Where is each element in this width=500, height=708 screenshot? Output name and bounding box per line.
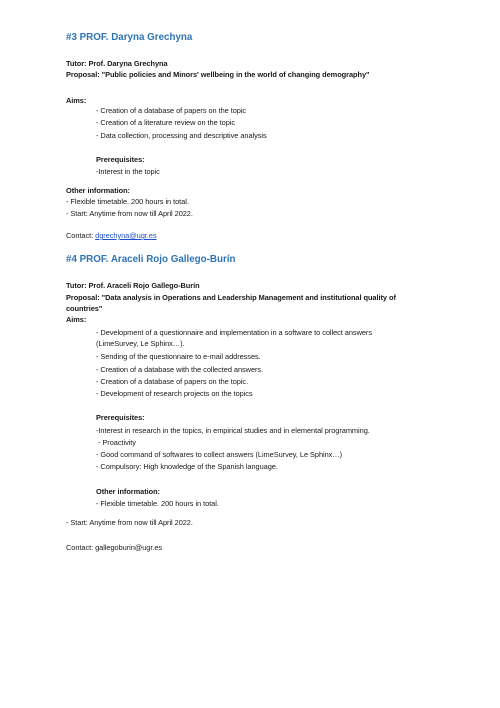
proposal-line-continued: countries" xyxy=(66,304,103,313)
prerequisites-label: Prerequisites: xyxy=(96,413,145,422)
contact-label: Contact: xyxy=(66,231,96,240)
tutor-line: Tutor: Prof. Araceli Rojo Gallego-Burín xyxy=(66,281,200,290)
aim-item: - Creation of a database of papers on the topic xyxy=(96,106,247,115)
aims-label: Aims: xyxy=(66,315,87,324)
aim-item: - Creation of a literature review on the topic xyxy=(96,118,236,127)
prerequisite-item: - Good command of softwares to collect answers (LimeSurvey, Le Sphinx…) xyxy=(96,450,343,459)
section-heading-rojo: #4 PROF. Araceli Rojo Gallego-Burín xyxy=(66,254,236,265)
contact-line xyxy=(66,231,157,240)
contact-email-link[interactable]: dgrechyna@ugr.es xyxy=(95,231,157,240)
other-info-label: Other information: xyxy=(66,186,130,195)
other-info-item: - Flexible timetable. 200 hours in total. xyxy=(66,197,189,206)
prerequisite-item: -Interest in research in the topics, in empirical studies and in elemental programming. xyxy=(96,426,370,435)
aims-label: Aims: xyxy=(66,96,87,105)
other-info-item: - Flexible timetable. 200 hours in total. xyxy=(96,499,219,508)
section-heading-grechyna: #3 PROF. Daryna Grechyna xyxy=(66,32,193,43)
aim-item: - Sending of the questionnaire to e-mail addresses. xyxy=(96,352,261,361)
aim-item: - Creation of a database with the collected answers. xyxy=(96,365,264,374)
aim-item: - Development of a questionnaire and implementation in a software to collect answers xyxy=(96,328,372,337)
prerequisite-item: - Compulsory: High knowledge of the Spanish language. xyxy=(96,462,278,471)
aim-item: - Data collection, processing and descriptive analysis xyxy=(96,131,267,140)
proposal-line: Proposal: "Public policies and Minors' wellbeing in the world of changing demography" xyxy=(66,70,370,79)
tutor-line: Tutor: Prof. Daryna Grechyna xyxy=(66,59,168,68)
aim-item: - Creation of a database of papers on the topic. xyxy=(96,377,249,386)
prerequisite-item: - Proactivity xyxy=(98,438,136,447)
proposal-line: Proposal: "Data analysis in Operations and Leadership Management and institutional quality of xyxy=(66,293,396,302)
other-info-label: Other information: xyxy=(96,487,160,496)
aim-item: - Development of research projects on the topics xyxy=(96,389,253,398)
prerequisites-label: Prerequisites: xyxy=(96,155,145,164)
other-info-item: - Start: Anytime from now till April 2022. xyxy=(66,209,193,218)
start-line: - Start: Anytime from now till April 2022. xyxy=(66,518,193,527)
prerequisite-item: -Interest in the topic xyxy=(96,167,160,176)
contact-line: Contact: gallegoburin@ugr.es xyxy=(66,543,163,552)
aim-item-continued: (LimeSurvey, Le Sphinx…). xyxy=(96,339,185,348)
